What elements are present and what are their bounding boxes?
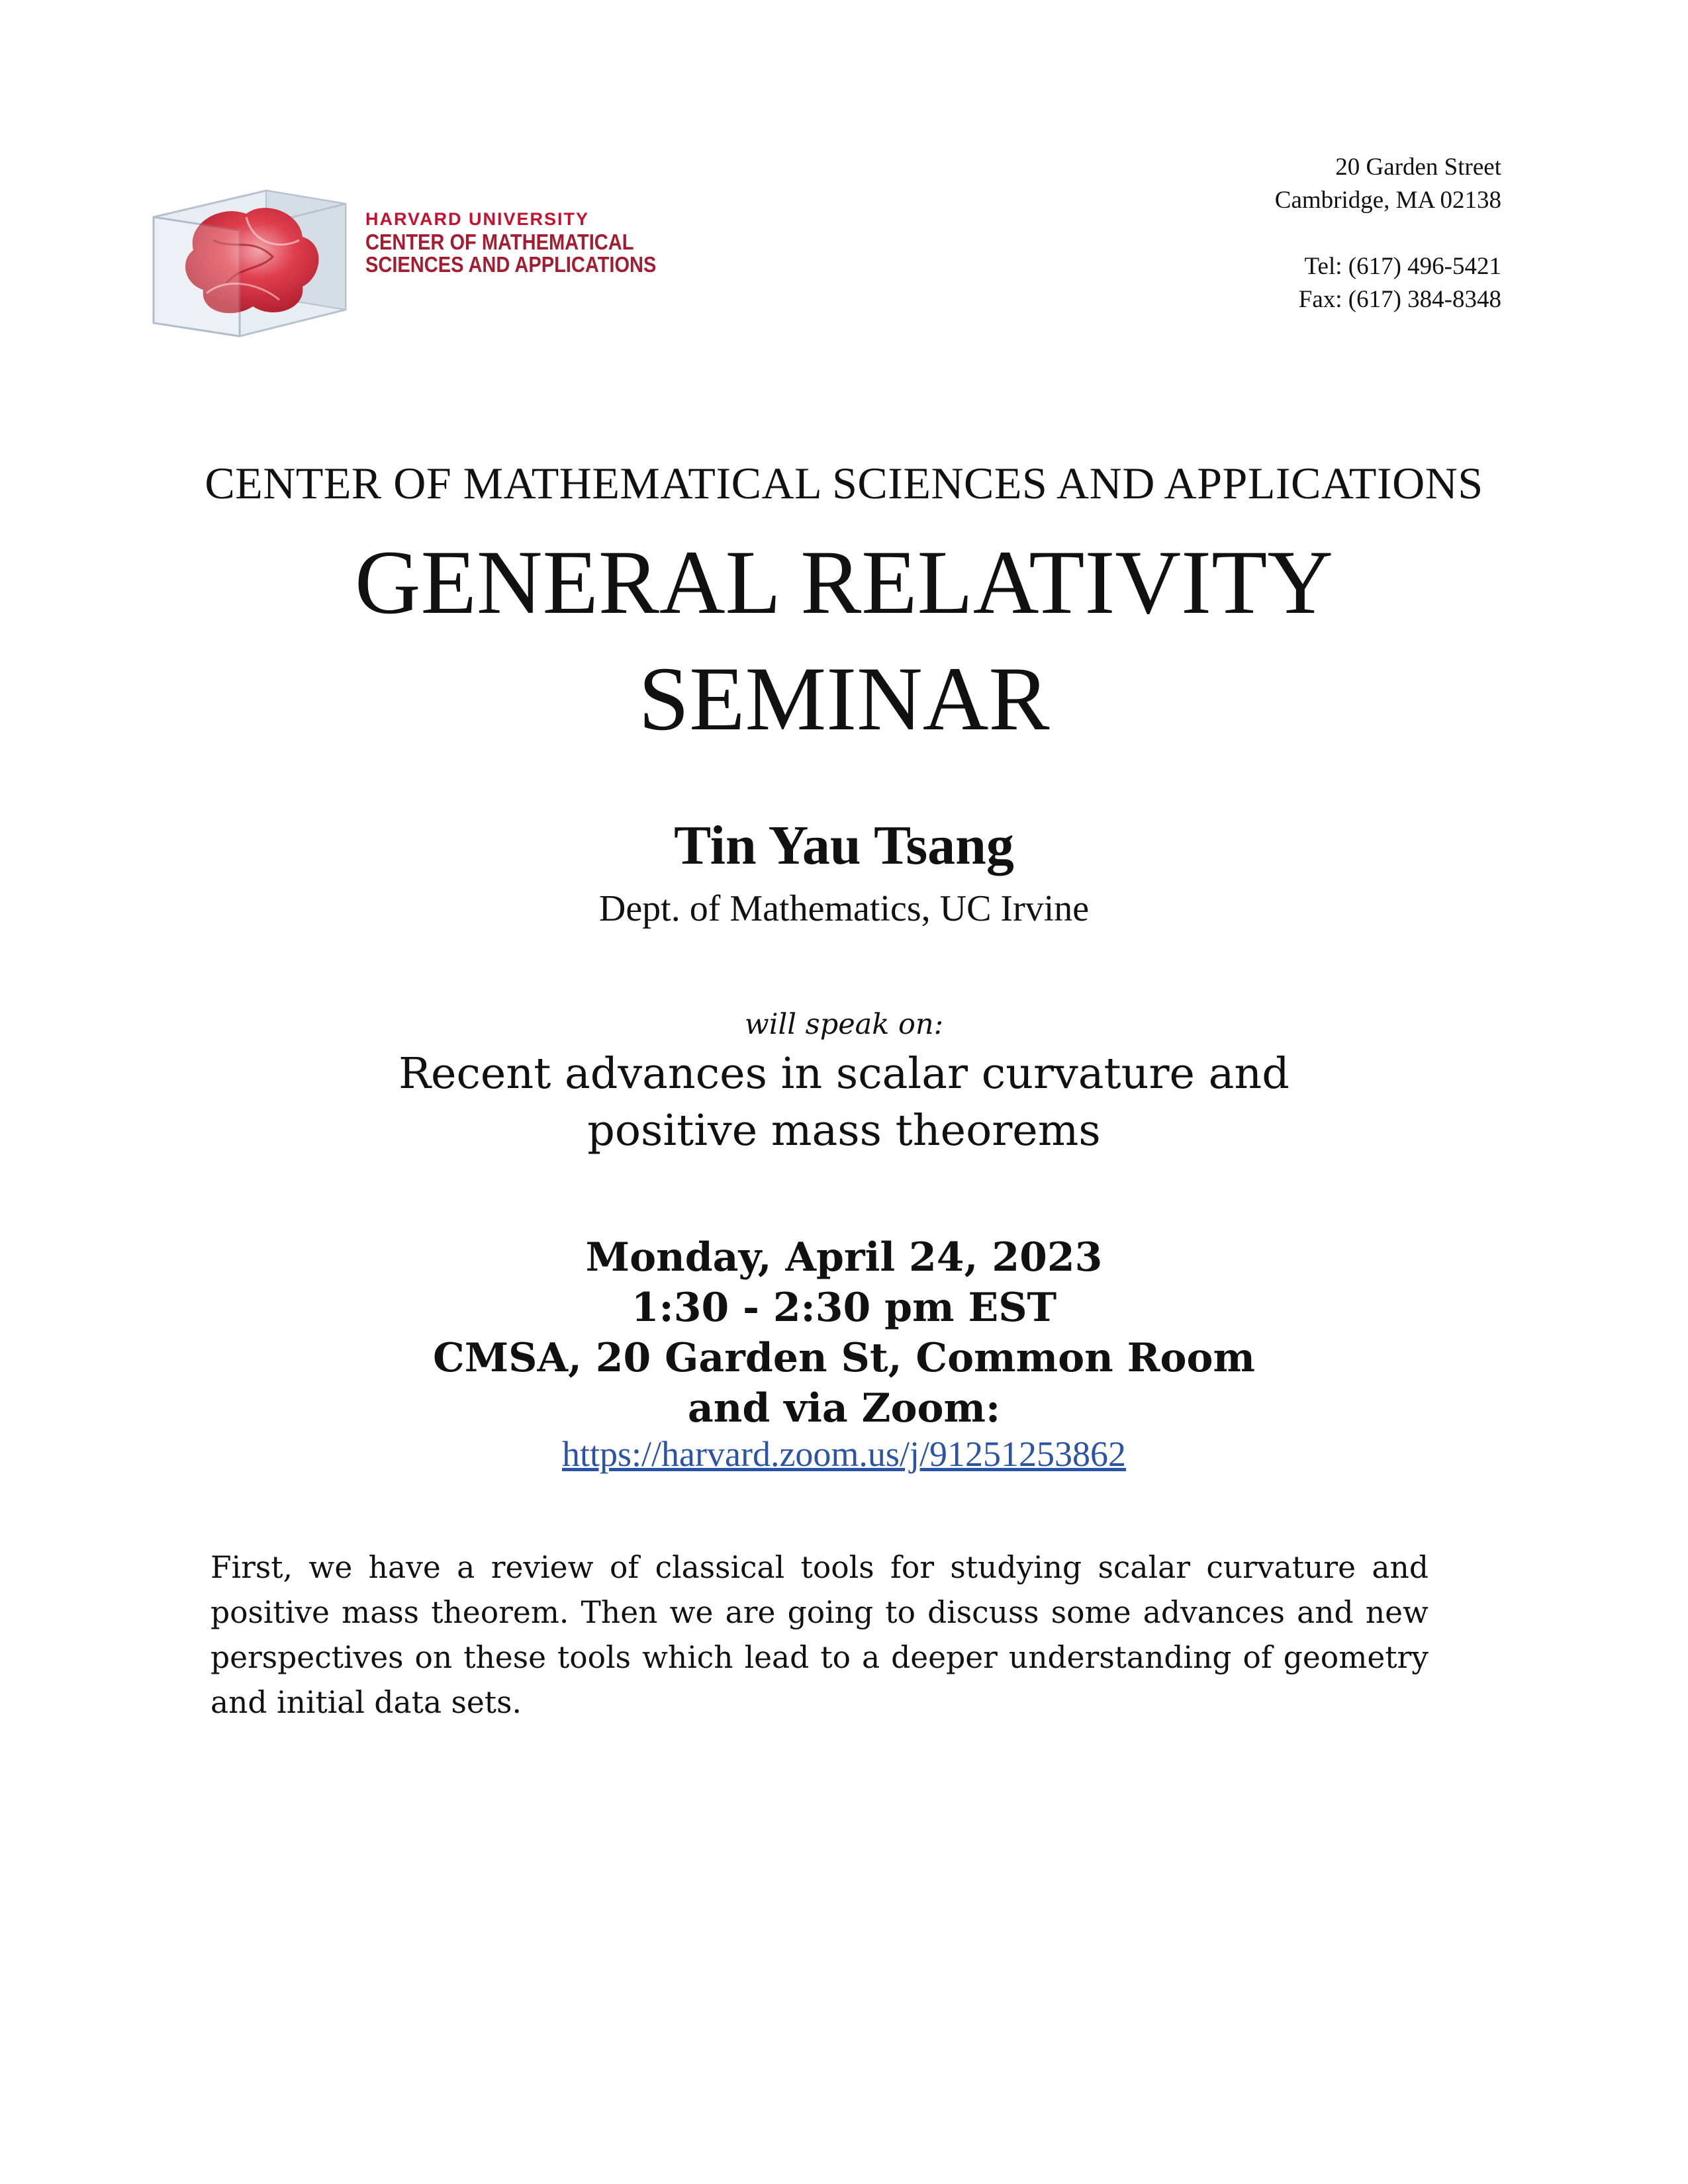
speaker-name: Tin Yau Tsang [674, 815, 1014, 876]
cmsa-logo-text [365, 209, 657, 277]
event-date: Monday, April 24, 2023 [585, 1234, 1103, 1281]
zoom-link[interactable]: https://harvard.zoom.us/j/91251253862 [562, 1434, 1126, 1474]
zoom-link-row [0, 1431, 1688, 1477]
contact-address-block [1275, 151, 1501, 316]
speaker-department: Dept. of Mathematics, UC Irvine [598, 888, 1090, 929]
address-fax: Fax: (617) 384-8348 [1298, 286, 1501, 313]
seminar-title [0, 524, 1688, 757]
talk-title-line1: Recent advances in scalar curvature and [399, 1049, 1289, 1099]
address-street: 20 Garden Street [1335, 154, 1501, 181]
abstract-text: First, we have a review of classical tools for studying scalar curvature and positive mass theorem. Then we are going to discuss some advances and new perspectives on these tools which lead to a deeper understanding of geometry and initial data sets. [211, 1550, 1429, 1720]
logo-university-name: HARVARD UNIVERSITY [365, 209, 590, 229]
logo-center-line1: CENTER OF MATHEMATICAL [365, 230, 634, 254]
seminar-title-line2: SEMINAR [638, 648, 1050, 749]
seminar-title-line1: GENERAL RELATIVITY [354, 531, 1334, 633]
center-name-heading: CENTER OF MATHEMATICAL SCIENCES AND APPLICATIONS [205, 458, 1483, 508]
speak-on-label: will speak on: [744, 1008, 944, 1041]
talk-title [0, 1046, 1688, 1160]
address-city: Cambridge, MA 02138 [1274, 187, 1501, 214]
cmsa-logo-graphic [147, 177, 372, 339]
event-time: 1:30 - 2:30 pm EST [631, 1285, 1057, 1331]
event-zoom-intro: and via Zoom: [687, 1385, 1001, 1432]
logo-center-line2: SCIENCES AND APPLICATIONS [365, 252, 657, 277]
event-details [0, 1232, 1688, 1433]
address-tel: Tel: (617) 496-5421 [1304, 253, 1501, 280]
talk-title-line2: positive mass theorems [587, 1106, 1101, 1156]
event-location: CMSA, 20 Garden St, Common Room [432, 1335, 1256, 1381]
